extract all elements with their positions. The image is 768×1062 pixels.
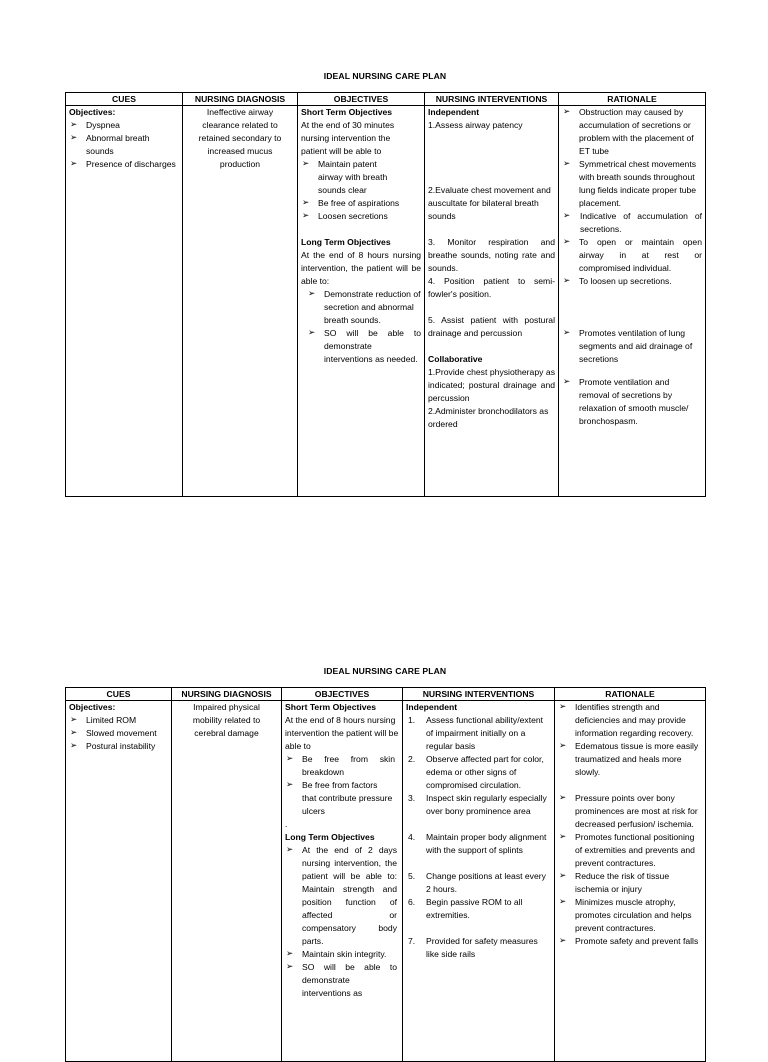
rationale-list: [558, 701, 702, 948]
header-row: [66, 688, 706, 701]
list-item: ➢ Promote ventilation and removal of secretions by relaxation of smooth muscle/ bronchospasm.: [562, 376, 702, 428]
list-item: [406, 935, 551, 961]
plan-title: IDEAL NURSING CARE PLAN: [323, 666, 447, 676]
col-header-rationale: RATIONALE: [555, 688, 706, 701]
rationale-list: [562, 106, 702, 288]
list-item: [406, 870, 551, 896]
list-item: ➢ Maintain patent airway with breath sounds clear: [301, 158, 421, 197]
cues-list: [69, 714, 168, 753]
intervention-list: [406, 714, 551, 961]
item-number: 2.: [408, 754, 416, 764]
interventions-cell: [425, 106, 559, 497]
short-term-intro: At the end of 8 hours nursing intervention the patient will be able to: [285, 715, 399, 751]
list-item: ➢ Symmetrical chest movements with breath sounds throughout lung fields indicate proper tube placement.: [562, 158, 702, 210]
list-item: ➢ Reduce the risk of tissue ischemia or injury: [558, 870, 702, 896]
plan-title: IDEAL NURSING CARE PLAN: [323, 71, 447, 81]
list-item: [406, 714, 551, 753]
diagnosis-cell: [172, 701, 282, 1062]
list-item: ➢ Indicative of accumulation of secretions.: [562, 210, 702, 236]
list-item: ➢ Identifies strength and deficiencies and may provide information regarding recovery.: [558, 701, 702, 740]
diagnosis-text: Ineffective airway clearance related to retained secondary to increased mucus production: [198, 107, 282, 169]
collaborative-item: 2.Administer bronchodilators as ordered: [428, 406, 549, 429]
independent-label: Independent: [406, 702, 458, 712]
rationale-list: [562, 376, 702, 428]
content-row: [66, 106, 706, 497]
col-header-rationale: RATIONALE: [559, 93, 706, 106]
short-term-trailing: .: [285, 819, 288, 829]
list-item: ➢ Maintain skin integrity.: [285, 948, 399, 961]
list-item: ➢ Promote safety and prevent falls: [558, 935, 702, 948]
item-number: 6.: [408, 897, 416, 907]
rationale-cell: [559, 106, 706, 497]
list-item: ➢ Minimizes muscle atrophy, promotes circulation and helps prevent contractures.: [558, 896, 702, 935]
cues-label: Objectives:: [69, 107, 116, 117]
header-row: [66, 93, 706, 106]
care-plan-table: [65, 92, 706, 497]
long-term-label: Long Term Objectives: [285, 832, 375, 842]
col-header-diagnosis: NURSING DIAGNOSIS: [172, 688, 282, 701]
long-term-label: Long Term Objectives: [301, 237, 391, 247]
col-header-objectives: OBJECTIVES: [298, 93, 425, 106]
item-number: 1.: [408, 715, 416, 725]
list-item: ➢ Be free from skin breakdown: [285, 753, 399, 779]
long-term-list: [285, 844, 399, 1000]
diagnosis-text: Impaired physical mobility related to cerebral damage: [192, 702, 261, 738]
list-item: ➢ Demonstrate reduction of secretion and abnormal breath sounds.: [307, 288, 421, 327]
list-item: ➢ To open or maintain open airway in at rest or compromised individual.: [562, 236, 702, 275]
collaborative-label: Collaborative: [428, 354, 483, 364]
short-term-label: Short Term Objectives: [285, 702, 377, 712]
rationale-list: [562, 327, 702, 366]
cues-cell: [66, 106, 183, 497]
item-number: 5.: [408, 871, 416, 881]
list-item: [406, 896, 551, 922]
rationale-cell: [555, 701, 706, 1062]
short-term-intro: At the end of 30 minutes nursing intervention the patient will be able to: [301, 120, 395, 156]
item-text: Observe affected part for color, edema or other signs of compromised circulation.: [426, 754, 544, 790]
col-header-diagnosis: NURSING DIAGNOSIS: [183, 93, 298, 106]
short-term-list: [301, 158, 421, 223]
care-plan-1: [65, 71, 705, 497]
objectives-cell: [282, 701, 403, 1062]
item-number: 7.: [408, 936, 416, 946]
short-term-label: Short Term Objectives: [301, 107, 393, 117]
list-item: [406, 753, 551, 792]
objectives-cell: [298, 106, 425, 497]
list-item: ➢ Limited ROM: [69, 714, 168, 727]
cues-label: Objectives:: [69, 702, 116, 712]
list-item: ➢ SO will be able to demonstrate interventions as needed.: [307, 327, 421, 366]
list-item: ➢ Postural instability: [69, 740, 168, 753]
intervention-item: 2.Evaluate chest movement and auscultate for bilateral breath sounds: [428, 185, 551, 221]
list-item: ➢ Abnormal breath sounds: [69, 132, 179, 158]
list-item: ➢ Promotes functional positioning of extremities and prevents and prevent contractures.: [558, 831, 702, 870]
intervention-item: 3. Monitor respiration and breathe sounds, noting rate and sounds.: [428, 237, 555, 273]
care-plan-2: [65, 666, 705, 1062]
list-item: [406, 831, 551, 857]
list-item: ➢ Pressure points over bony prominences are most at risk for decreased perfusion/ ischemia.: [558, 792, 702, 831]
col-header-interventions: NURSING INTERVENTIONS: [425, 93, 559, 106]
list-item: ➢ Promotes ventilation of lung segments and aid drainage of secretions: [562, 327, 702, 366]
item-text: Change positions at least every 2 hours.: [426, 871, 546, 894]
list-item: ➢ Be free of aspirations: [301, 197, 421, 210]
cues-cell: [66, 701, 172, 1062]
content-row: [66, 701, 706, 1062]
col-header-interventions: NURSING INTERVENTIONS: [403, 688, 555, 701]
intervention-item: 1.Assess airway patency: [428, 120, 523, 130]
list-item: ➢ Obstruction may caused by accumulation of secretions or problem with the placement of ET tube: [562, 106, 702, 158]
item-number: 4.: [408, 832, 416, 842]
long-term-list: [301, 288, 421, 366]
diagnosis-cell: [183, 106, 298, 497]
cues-list: [69, 119, 179, 171]
item-text: Provided for safety measures like side rails: [426, 936, 538, 959]
intervention-item: 5. Assist patient with postural drainage and percussion: [428, 315, 555, 338]
item-number: 3.: [408, 793, 416, 803]
list-item: ➢ Slowed movement: [69, 727, 168, 740]
list-item: ➢ At the end of 2 days nursing intervention, the patient will be able to: Maintain strength and position function of affected or compensatory body parts.: [285, 844, 399, 948]
item-text: Inspect skin regularly especially over bony prominence area: [426, 793, 547, 816]
item-text: Maintain proper body alignment with the support of splints: [426, 832, 547, 855]
item-text: Assess functional ability/extent of impairment initially on a regular basis: [426, 715, 544, 751]
collaborative-item: 1.Provide chest physiotherapy as indicated; postural drainage and percussion: [428, 367, 555, 403]
list-item: ➢ Presence of discharges: [69, 158, 179, 171]
list-item: ➢ To loosen up secretions.: [562, 275, 702, 288]
item-text: Begin passive ROM to all extremities.: [426, 897, 523, 920]
list-item: [406, 792, 551, 818]
independent-label: Independent: [428, 107, 480, 117]
list-item: ➢ SO will be able to demonstrate interventions as: [285, 961, 399, 1000]
care-plan-table: [65, 687, 706, 1062]
list-item: ➢ Dyspnea: [69, 119, 179, 132]
intervention-item: 4. Position patient to semi-fowler's position.: [428, 276, 555, 299]
interventions-cell: [403, 701, 555, 1062]
list-item: ➢ Be free from factors that contribute pressure ulcers: [285, 779, 399, 818]
col-header-cues: CUES: [66, 93, 183, 106]
col-header-objectives: OBJECTIVES: [282, 688, 403, 701]
list-item: ➢ Loosen secretions: [301, 210, 421, 223]
col-header-cues: CUES: [66, 688, 172, 701]
short-term-list: [285, 753, 399, 818]
list-item: ➢ Edematous tissue is more easily traumatized and heals more slowly.: [558, 740, 702, 779]
long-term-intro: At the end of 8 hours nursing intervention, the patient will be able to:: [301, 250, 421, 286]
